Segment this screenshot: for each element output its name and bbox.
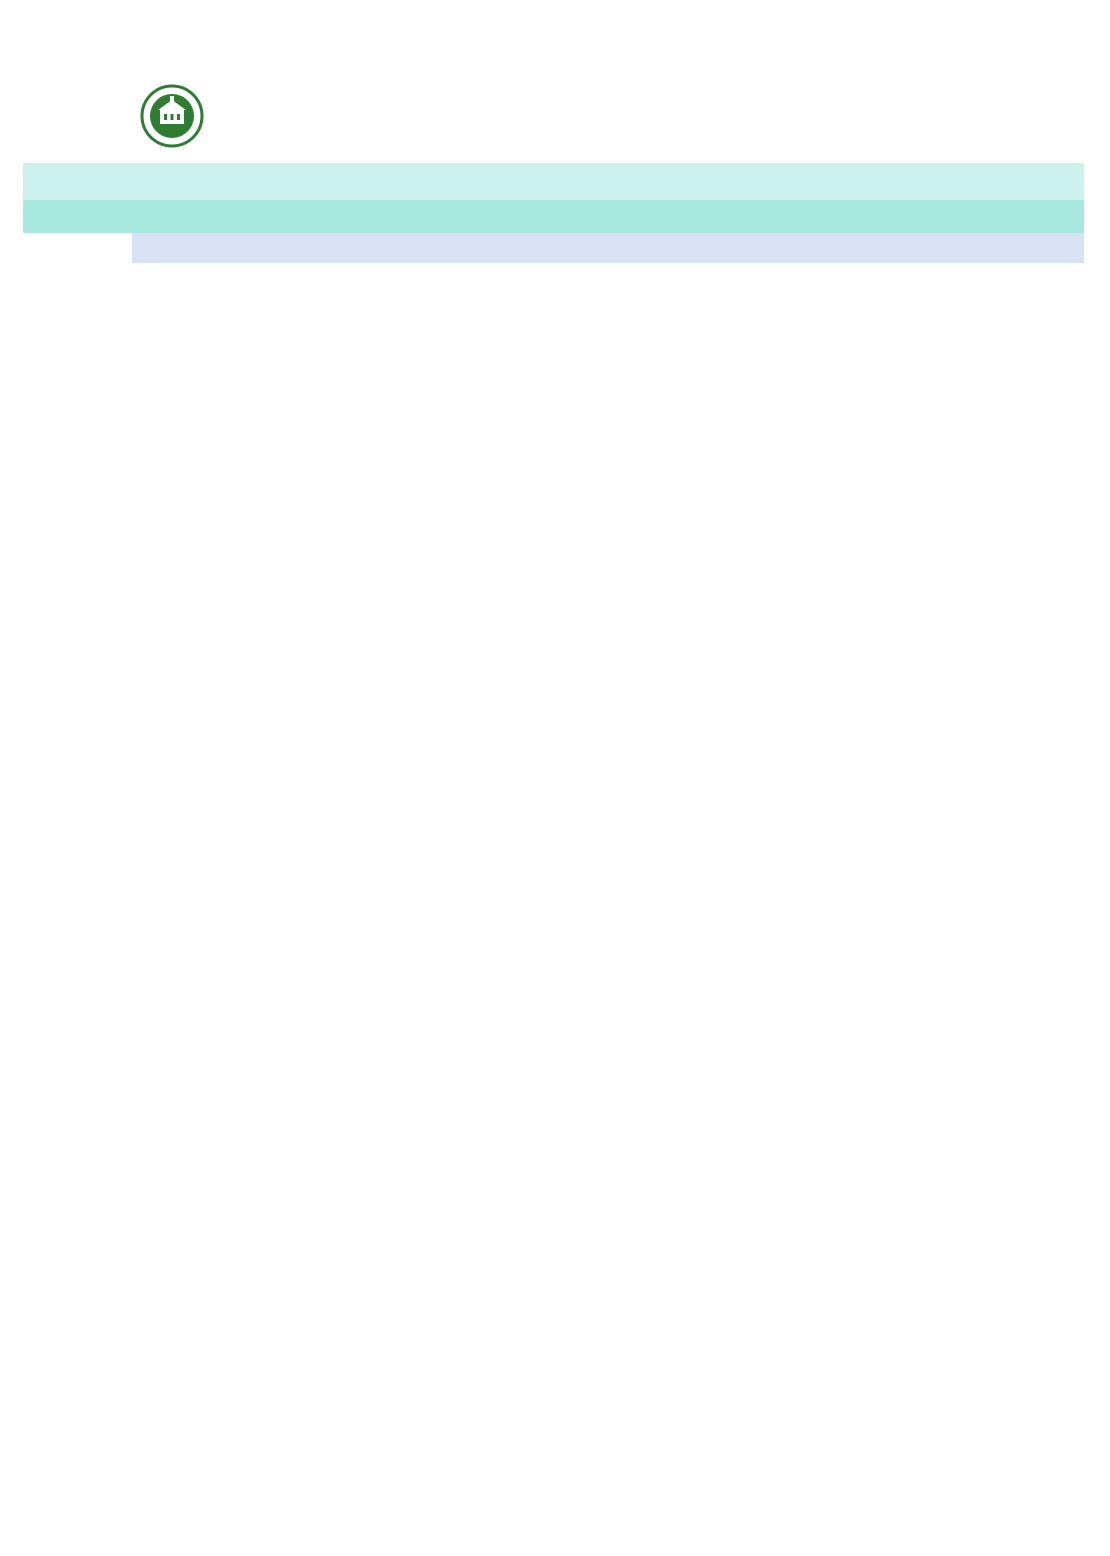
day-header-thu — [892, 200, 1082, 233]
canteen-subtitle — [23, 163, 1084, 200]
breakfast-row-band — [132, 233, 1084, 263]
school-logo — [130, 84, 214, 150]
supply-time-header — [23, 200, 132, 233]
day-header-sun — [134, 200, 324, 233]
day-header-tue — [513, 200, 703, 233]
day-header-mon — [324, 200, 514, 233]
day-header-wed — [702, 200, 892, 233]
